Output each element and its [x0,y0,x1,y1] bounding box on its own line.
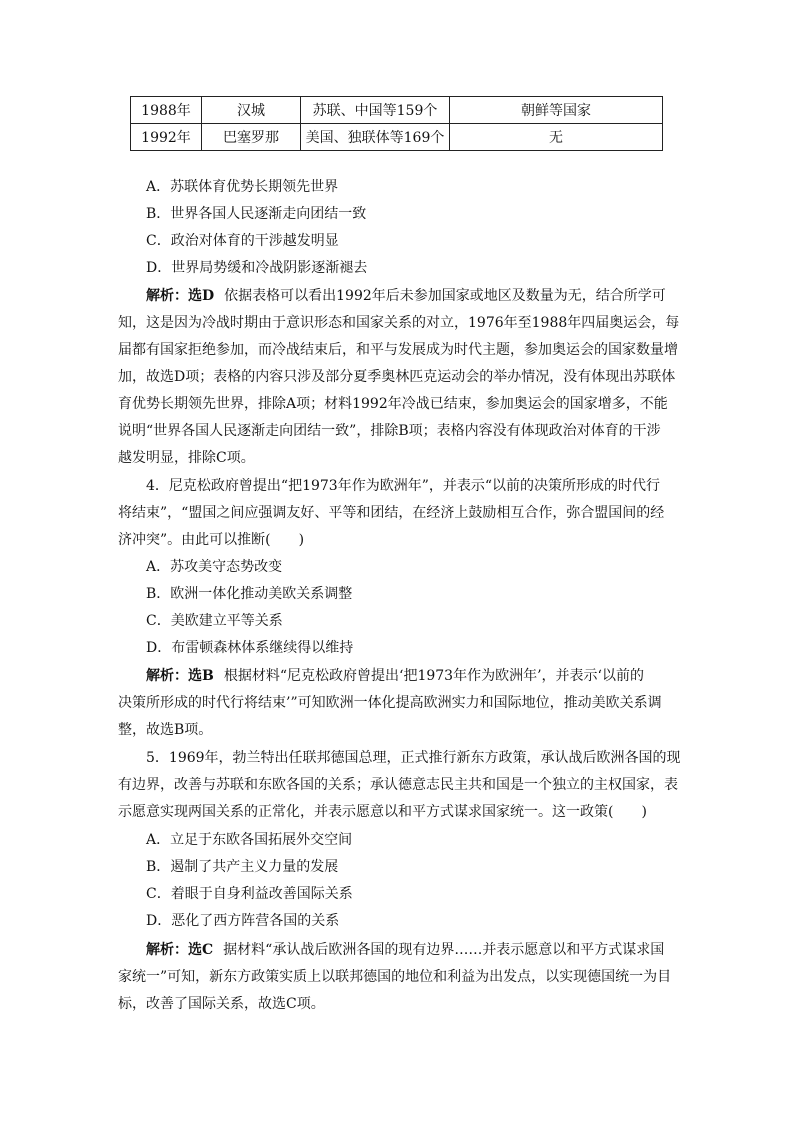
q3-option-a: A．苏联体育优势长期领先世界 [146,179,339,195]
q5-analysis-line [146,941,664,959]
q3-option-b: B．世界各国人民逐渐走向团结一致 [146,206,367,222]
q5-stem-line: 有边界，改善与苏联和东欧各国的关系；承认德意志民主共和国是一个独立的主权国家，表 [118,777,678,793]
table-cell-city: 汉城 [202,97,301,124]
q3-analysis-line: 届都有国家拒绝参加，而冷战结束后，和平与发展成为时代主题，参加奥运会的国家数量增 [118,342,678,358]
table-cell-year: 1988年 [131,97,202,124]
q5-analysis-label: 解析：选C [146,942,214,958]
table-cell-participants: 苏联、中国等159个 [301,97,450,124]
q4-option-c: C．美欧建立平等关系 [146,613,283,629]
q4-stem-line: 4．尼克松政府曾提出“把1973年作为欧洲年”，并表示“以前的决策所形成的时代行 [146,478,661,494]
q4-option-d: D．布雷顿森林体系继续得以维持 [146,640,354,656]
q3-analysis-line: 说明“世界各国人民逐渐走向团结一致”，排除B项；表格内容没有体现政治对体育的干涉 [118,423,661,439]
q3-analysis-line: 越发明显，排除C项。 [118,450,255,466]
table-cell-participants: 美国、独联体等169个 [301,124,450,151]
q5-analysis-line: 标，改善了国际关系，故选C项。 [118,996,325,1012]
q4-analysis-label: 解析：选B [146,668,214,684]
q4-analysis-line [146,667,644,685]
table-cell-year: 1992年 [131,124,202,151]
q4-stem-line: 将结束”，“盟国之间应强调友好、平等和团结，在经济上鼓励相互合作，弥合盟国间的经 [118,505,665,521]
q5-option-a: A．立足于东欧各国拓展外交空间 [146,832,353,848]
q3-option-c: C．政治对体育的干涉越发明显 [146,233,339,249]
table-cell-city: 巴塞罗那 [202,124,301,151]
q5-stem-line: 5．1969年，勃兰特出任联邦德国总理，正式推行新东方政策，承认战后欧洲各国的现 [146,750,681,766]
q3-analysis-line [146,287,666,305]
table-cell-absent: 无 [450,124,663,151]
q5-option-c: C．着眼于自身利益改善国际关系 [146,886,353,902]
q4-analysis-line: 决策所形成的时代行将结束’”可知欧洲一体化提高欧洲实力和国际地位，推动美欧关系调 [118,695,662,711]
q3-analysis-line: 知，这是因为冷战时期由于意识形态和国家关系的对立，1976年至1988年四届奥运会，每 [118,315,680,331]
q4-analysis-line: 整，故选B项。 [118,722,213,738]
q4-option-a: A．苏攻美守态势改变 [146,559,283,575]
q5-stem-line: 示愿意实现两国关系的正常化，并表示愿意以和平方式谋求国家统一。这一政策( ) [118,804,647,820]
q3-analysis-line: 育优势长期领先世界，排除A项；材料1992年冷战已结束，参加奥运会的国家增多，不能 [118,396,668,412]
q5-analysis-line: 家统一”可知，新东方政策实质上以联邦德国的地位和利益为出发点，以实现德国统一为目 [118,969,672,985]
q4-stem-line: 济冲突”。由此可以推断( ) [118,532,305,548]
q4-option-b: B．欧洲一体化推动美欧关系调整 [146,586,353,602]
q3-analysis-line: 加，故选D项；表格的内容只涉及部分夏季奥林匹克运动会的举办情况，没有体现出苏联体 [118,369,676,385]
q5-analysis-text: 据材料“承认战后欧洲各国的现有边界……并表示愿意以和平方式谋求国 [223,942,665,958]
table-row [131,124,663,151]
q5-option-b: B．遏制了共产主义力量的发展 [146,859,339,875]
q3-analysis-text: 依据表格可以看出1992年后未参加国家或地区及数量为无，结合所学可 [224,288,666,304]
q5-option-d: D．恶化了西方阵营各国的关系 [146,913,340,929]
olympics-table [130,96,663,151]
q3-analysis-label: 解析：选D [146,288,215,304]
table-cell-absent: 朝鲜等国家 [450,97,663,124]
q3-option-d: D．世界局势缓和冷战阴影逐渐褪去 [146,260,368,276]
q4-analysis-text: 根据材料“尼克松政府曾提出‘把1973年作为欧洲年’，并表示‘以前的 [223,668,644,684]
table-row [131,97,663,124]
